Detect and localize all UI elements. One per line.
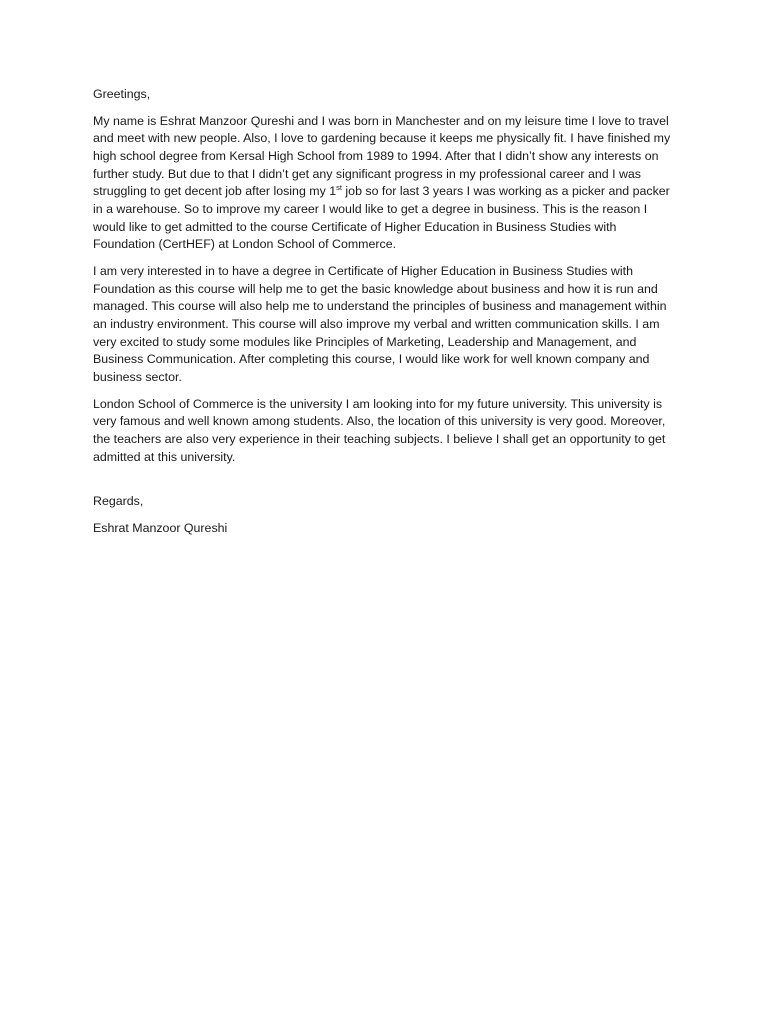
ordinal-suffix: st	[336, 183, 342, 193]
paragraph-course-interest: I am very interested in to have a degree in Certificate of Higher Education in Business Studies with Foundation as this course will help me to get the basic knowledge about business and how it is run and managed. This course will also help me to understand the principles of business and management within an industry environment. This course will also improve my verbal and written communication skills. I am very excited to study some modules like Principles of Marketing, Leadership and Management, and Business Communication. After completing this course, I would like work for well known company and business sector.	[93, 263, 667, 385]
signature-name: Eshrat Manzoor Qureshi	[93, 520, 228, 535]
paragraph-introduction-text-start: My name is Eshrat Manzoor Qureshi and I was born in Manchester and on my leisure time I love to travel and meet with new people. Also, I love to gardening because it keeps me physically fit. I have finished my high school degree from Kersal High School from 1989 to 1994. After that I didn’t show any interests on further study. But due to that I didn’t get any significant progress in my professional career and I was struggling to get decent job after losing my 1	[93, 113, 671, 199]
paragraph-introduction	[93, 113, 678, 255]
paragraph-university: London School of Commerce is the university I am looking into for my future university. This university is very famous and well known among students. Also, the location of this university is very good. Moreover, the teachers are also very experience in their teaching subjects. I believe I shall get an opportunity to get admitted at this university.	[93, 396, 666, 464]
letter-body	[93, 86, 678, 546]
paragraph-introduction-text-end: job so for last 3 years I was working as a picker and packer in a warehouse. So to improve my career I would like to get a degree in business. This is the reason I would like to get admitted to the course Certificate of Higher Education in Business Studies with Foundation (CertHEF) at London School of Commerce.	[93, 184, 670, 252]
greeting: Greetings,	[93, 87, 151, 101]
closing: Regards,	[93, 494, 144, 509]
